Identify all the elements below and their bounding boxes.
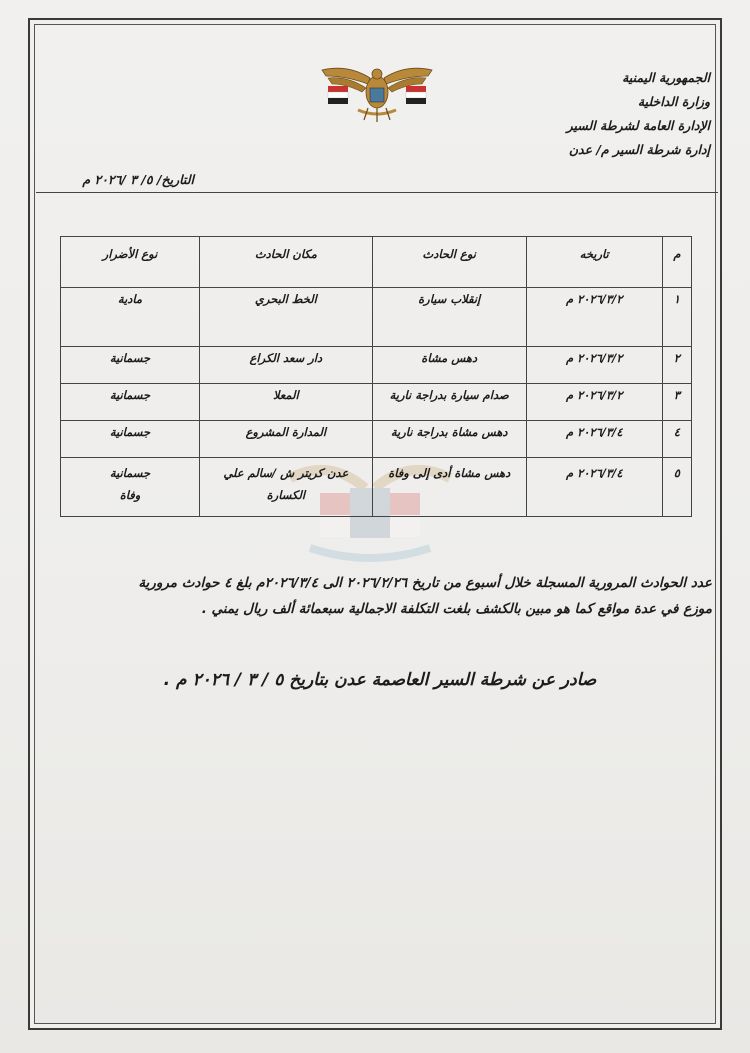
cell-place-line2: الكسارة — [266, 488, 306, 502]
cell-place-line1: عدن كريتر ش /سالم علي — [223, 466, 349, 480]
issued-statement: صادر عن شرطة السير العاصمة عدن بتاريخ ٥ / ٣ / ٢٠٢٦ م . — [163, 670, 597, 690]
cell-date: ٢٠٢٦/٣/٢ م — [526, 347, 662, 384]
cell-damage — [61, 458, 200, 517]
cell-type: صدام سيارة بدراجة نارية — [372, 384, 526, 421]
table-header-row — [61, 237, 692, 288]
table-row — [61, 458, 692, 517]
letterhead-department: الإدارة العامة لشرطة السير — [566, 118, 710, 133]
header-number: م — [662, 237, 691, 288]
summary-line-1: عدد الحوادث المرورية المسجلة خلال أسبوع من تاريخ ٢٠٢٦/٢/٢٦ الى ٢٠٢٦/٣/٤م بلغ ٤ حوادث مرورية — [138, 575, 712, 591]
table-row — [61, 384, 692, 421]
cell-place: المدارة المشروع — [199, 421, 372, 458]
header-date: تاريخه — [526, 237, 662, 288]
letterhead-country: الجمهورية اليمنية — [622, 70, 710, 85]
cell-number: ٣ — [662, 384, 691, 421]
letterhead-office: إدارة شرطة السير م/ عدن — [568, 142, 710, 157]
cell-date: ٢٠٢٦/٣/٢ م — [526, 288, 662, 347]
cell-place — [199, 458, 372, 517]
cell-damage: جسمانية — [61, 347, 200, 384]
cell-type: دهس مشاة أدى إلى وفاة — [372, 458, 526, 517]
cell-number: ١ — [662, 288, 691, 347]
cell-type: دهس مشاة — [372, 347, 526, 384]
cell-number: ٤ — [662, 421, 691, 458]
cell-damage-line1: جسمانية — [109, 466, 151, 480]
cell-place: دار سعد الكراع — [199, 347, 372, 384]
cell-date: ٢٠٢٦/٣/٢ م — [526, 384, 662, 421]
header-divider — [36, 192, 718, 193]
summary-paragraph — [40, 570, 712, 622]
incidents-table — [60, 236, 692, 517]
cell-date: ٢٠٢٦/٣/٤ م — [526, 458, 662, 517]
yemen-emblem-icon — [318, 62, 436, 124]
table-row — [61, 288, 692, 347]
cell-damage-line2: وفاة — [119, 488, 141, 502]
header-type: نوع الحادث — [372, 237, 526, 288]
header-place: مكان الحادث — [199, 237, 372, 288]
cell-date: ٢٠٢٦/٣/٤ م — [526, 421, 662, 458]
cell-number: ٥ — [662, 458, 691, 517]
document-date: التاريخ/ ٥/ ٣ /٢٠٢٦ م — [82, 172, 194, 187]
table-row — [61, 421, 692, 458]
cell-number: ٢ — [662, 347, 691, 384]
table-row — [61, 347, 692, 384]
cell-type: دهس مشاة بدراجة نارية — [372, 421, 526, 458]
cell-damage: جسمانية — [61, 421, 200, 458]
letterhead-ministry: وزارة الداخلية — [637, 94, 710, 109]
cell-type: إنقلاب سيارة — [372, 288, 526, 347]
cell-place: المعلا — [199, 384, 372, 421]
header-damage: نوع الأضرار — [61, 237, 200, 288]
cell-damage: مادية — [61, 288, 200, 347]
cell-damage: جسمانية — [61, 384, 200, 421]
cell-place: الخط البحري — [199, 288, 372, 347]
letterhead — [450, 66, 710, 162]
summary-line-2: موزع في عدة مواقع كما هو مبين بالكشف بلغت التكلفة الاجمالية سبعمائة ألف ريال يمني . — [201, 601, 712, 617]
